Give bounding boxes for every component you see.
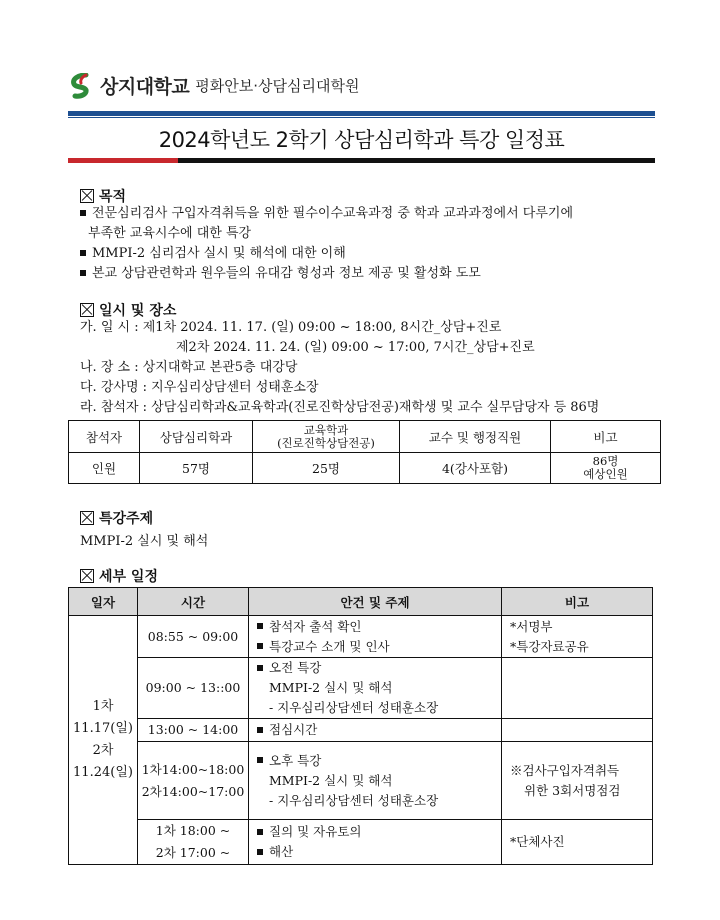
attendee-header: 비고 xyxy=(551,421,661,453)
attendee-header: 교육학과 (진로진학상담전공) xyxy=(253,421,400,453)
agenda-cell xyxy=(249,658,502,719)
agenda-line: 질의 및 자유토의 xyxy=(257,822,501,842)
note-line: ※검사구입자격취득 xyxy=(510,762,620,778)
agenda-line: MMPI-2 실시 및 해석 xyxy=(269,680,393,695)
checkbox-x-icon xyxy=(80,569,94,583)
time-line: 1차14:00~18:00 xyxy=(141,761,245,777)
detail-section xyxy=(80,566,158,586)
day-line: 1차 xyxy=(92,699,114,714)
table-row xyxy=(69,616,653,658)
detail-header: 일자 xyxy=(69,588,138,616)
time-cell xyxy=(138,719,249,742)
bullet-icon xyxy=(80,250,86,256)
table-row xyxy=(69,658,653,719)
schedule-place-section xyxy=(80,300,176,320)
agenda-cell xyxy=(249,616,502,658)
title-bar xyxy=(68,111,655,163)
purpose-heading: 목적 xyxy=(99,189,127,205)
time-line: 1차 18:00 ~ xyxy=(155,823,231,838)
detail-heading: 세부 일정 xyxy=(99,569,158,585)
schedule-place-list xyxy=(80,318,599,418)
checkbox-x-icon xyxy=(80,511,94,525)
time-cell xyxy=(138,658,249,719)
speaker-line: 다. 강사명 : 지우심리상담센터 성태훈소장 xyxy=(80,380,319,395)
agenda-line: 점심시간 xyxy=(257,720,501,740)
purpose-item: MMPI-2 심리검사 실시 및 해석에 대한 이해 xyxy=(92,246,346,261)
bullet-icon xyxy=(80,270,86,276)
note-line: *단체사진 xyxy=(510,834,565,849)
attendee-table xyxy=(68,420,661,484)
bullet-icon xyxy=(257,727,263,733)
note-cell xyxy=(502,742,653,820)
purpose-item: 본교 상담관련학과 원우들의 유대감 형성과 정보 제공 및 활성화 도모 xyxy=(92,266,481,281)
time-line: 2차 17:00 ~ xyxy=(155,845,231,860)
table-row xyxy=(69,421,661,453)
bullet-icon xyxy=(257,623,263,629)
agenda-cell xyxy=(249,719,502,742)
topic-text: MMPI-2 실시 및 해석 xyxy=(80,534,209,549)
agenda-line: 오전 특강 xyxy=(257,658,501,678)
agenda-line: - 지우심리상담센터 성태훈소장 xyxy=(269,792,439,808)
attendee-cell: 86명 예상인원 xyxy=(551,453,661,484)
day-cell xyxy=(69,616,138,865)
university-logo-icon xyxy=(68,73,94,99)
logo-text: 상지대학교 xyxy=(100,76,190,98)
attendee-cell: 25명 xyxy=(253,453,400,484)
attendee-cell: 인원 xyxy=(69,453,140,484)
time-cell xyxy=(138,820,249,865)
agenda-cell xyxy=(249,820,502,865)
table-row xyxy=(69,588,653,616)
time-cell xyxy=(138,616,249,658)
note-cell xyxy=(502,820,653,865)
day-line: 11.24(일) xyxy=(73,765,133,780)
table-row xyxy=(69,742,653,820)
bullet-icon xyxy=(80,210,86,216)
header xyxy=(68,72,359,99)
agenda-cell xyxy=(249,742,502,820)
bullet-icon xyxy=(257,849,263,855)
bullet-icon xyxy=(257,643,263,649)
agenda-line: 참석자 출석 확인 xyxy=(257,617,501,637)
bullet-icon xyxy=(257,829,263,835)
bullet-icon xyxy=(257,757,263,763)
checkbox-x-icon xyxy=(80,189,94,203)
time-cell xyxy=(138,742,249,820)
attendees-line: 라. 참석자 : 상담심리학과&교육학과(진로진학상담전공)재학생 및 교수 실무담당자 등 86명 xyxy=(80,400,600,415)
attendee-header: 교수 및 행정직원 xyxy=(400,421,551,453)
detail-header: 비고 xyxy=(502,588,653,616)
attendee-header: 상담심리학과 xyxy=(140,421,253,453)
day-line: 11.17(일) xyxy=(73,721,133,736)
note-cell xyxy=(502,616,653,658)
time-line: 09:00 ~ 13::00 xyxy=(145,680,241,695)
note-cell xyxy=(502,719,653,742)
note-line: 위한 3회서명점검 xyxy=(524,782,621,798)
agenda-line: - 지우심리상담센터 성태훈소장 xyxy=(269,700,439,715)
date-line-1: 제1차 2024. 11. 17. (일) 09:00 ~ 18:00, 8시간_상담+진로 xyxy=(142,320,502,335)
attendee-cell: 57명 xyxy=(140,453,253,484)
topic-heading: 특강주제 xyxy=(99,511,154,527)
table-row xyxy=(69,820,653,865)
purpose-item: 전문심리검사 구입자격취득을 위한 필수이수교육과정 중 학과 교과과정에서 다루기에 xyxy=(92,206,574,221)
checkbox-x-icon xyxy=(80,303,94,317)
date-label: 가. 일 시 : xyxy=(80,320,139,335)
time-line: 2차14:00~17:00 xyxy=(141,783,245,799)
time-line: 13:00 ~ 14:00 xyxy=(147,722,239,737)
table-row xyxy=(69,453,661,484)
attendee-header: 참석자 xyxy=(69,421,140,453)
purpose-item: 부족한 교육시수에 대한 특강 xyxy=(88,226,252,241)
agenda-line: 해산 xyxy=(257,842,501,862)
detail-header: 안건 및 주제 xyxy=(249,588,502,616)
note-line: *특강자료공유 xyxy=(510,638,589,654)
agenda-line: 특강교수 소개 및 인사 xyxy=(257,637,501,657)
agenda-line: MMPI-2 실시 및 해석 xyxy=(269,772,393,788)
purpose-section xyxy=(80,186,126,206)
logo-subtitle: 평화안보·상담심리대학원 xyxy=(195,77,360,95)
detail-table xyxy=(68,587,653,865)
agenda-line: 오후 특강 xyxy=(257,751,501,771)
topic-section xyxy=(80,508,208,552)
date-line-2: 제2차 2024. 11. 24. (일) 09:00 ~ 17:00, 7시간_상담+진로 xyxy=(176,340,535,355)
page-title: 2024학년도 2학기 상담심리학과 특강 일정표 xyxy=(158,128,565,152)
attendee-cell: 4(강사포함) xyxy=(400,453,551,484)
table-row xyxy=(69,719,653,742)
note-line: *서명부 xyxy=(510,618,553,634)
detail-header: 시간 xyxy=(138,588,249,616)
time-line: 08:55 ~ 09:00 xyxy=(147,628,239,644)
bullet-icon xyxy=(257,665,263,671)
day-line: 2차 xyxy=(92,743,114,758)
place-line: 나. 장 소 : 상지대학교 본관5층 대강당 xyxy=(80,360,298,375)
schedule-place-heading: 일시 및 장소 xyxy=(99,303,177,319)
note-cell xyxy=(502,658,653,719)
purpose-list xyxy=(80,204,573,284)
